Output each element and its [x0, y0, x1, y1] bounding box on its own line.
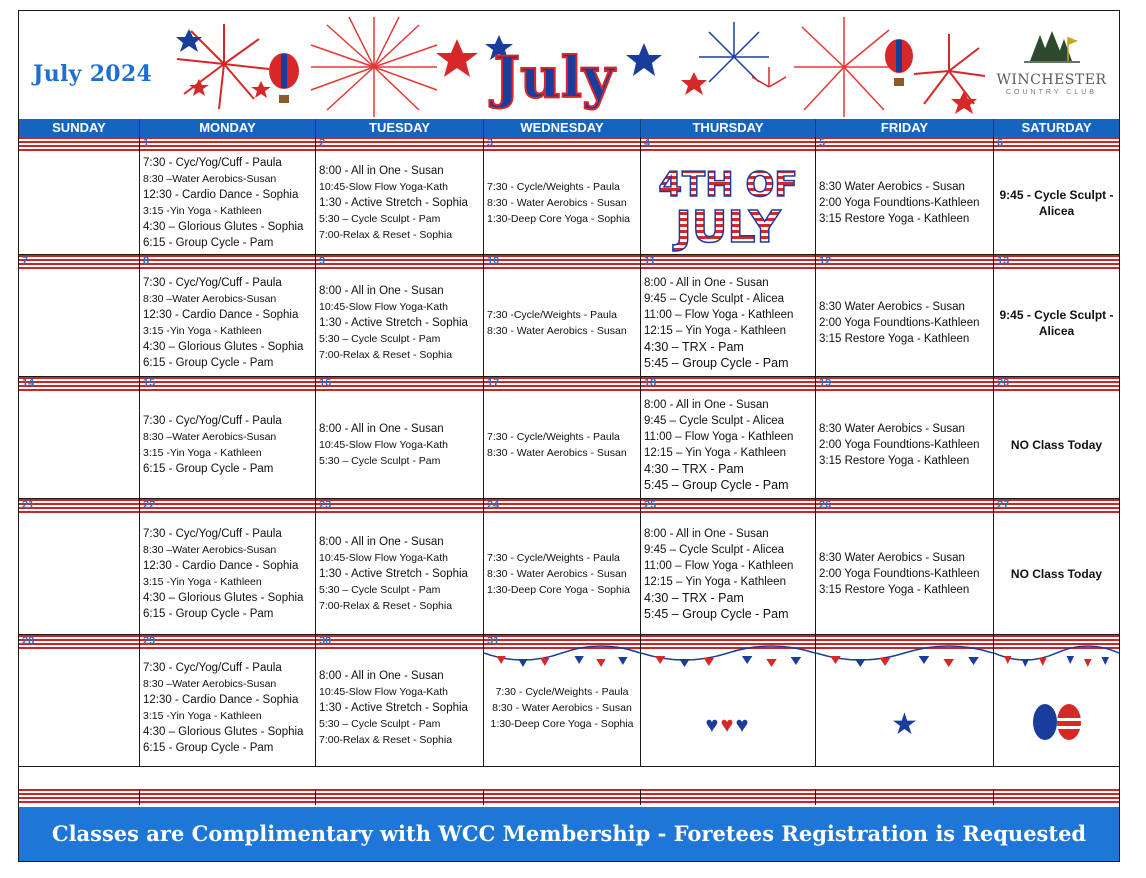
weekday-header-row: [19, 119, 1119, 137]
class-entry: 4:30 – Glorious Glutes - Sophia: [143, 725, 304, 738]
date-cell: [140, 137, 316, 151]
date-stripe: [19, 499, 1119, 513]
calendar-grid: [19, 137, 1119, 767]
class-entry: 9:45 - Cycle Sculpt - Alicea: [999, 187, 1114, 218]
date-number: 13: [997, 255, 1010, 267]
date-cell: [316, 137, 484, 151]
heart-flags-icon: ♥♥♥: [705, 711, 751, 737]
date-number: 11: [644, 255, 656, 267]
day-cell-monday: [140, 513, 316, 634]
day-cell-sunday: [19, 649, 140, 766]
class-entry: 4:30 – TRX - Pam: [644, 461, 744, 476]
july-banner-text: July: [493, 45, 615, 111]
class-entry: 3:15 Restore Yoga - Kathleen: [819, 583, 970, 596]
date-number: 9: [319, 255, 326, 267]
class-entry: 8:00 - All in One - Susan: [644, 398, 769, 411]
date-cell: [641, 499, 816, 513]
red-firework-burst-icon: [309, 15, 439, 119]
class-entry: 12:30 - Cardio Dance - Sophia: [143, 693, 299, 706]
date-cell: [316, 255, 484, 269]
class-entry: 7:30 - Cycle/Weights - Paula: [487, 551, 620, 564]
class-entry: 7:30 - Cyc/Yog/Cuff - Paula: [143, 661, 282, 674]
class-entry: 5:30 – Cycle Sculpt - Pam: [319, 212, 441, 225]
day-cell-saturday: [994, 649, 1119, 766]
date-number: 17: [487, 377, 500, 389]
class-entry: 5:45 – Group Cycle - Pam: [644, 477, 789, 492]
date-number: 2: [319, 137, 326, 149]
date-number: 14: [22, 377, 35, 389]
class-entry: 4:30 – Glorious Glutes - Sophia: [143, 340, 304, 353]
class-entry: 8:00 - All in One - Susan: [644, 527, 769, 540]
day-cell-monday: [140, 151, 316, 254]
fireworks-icon: [169, 19, 279, 114]
date-number: 1: [143, 137, 150, 149]
date-stripe: [19, 377, 1119, 391]
date-number: 29: [143, 635, 156, 647]
class-entry: 12:30 - Cardio Dance - Sophia: [143, 308, 299, 321]
date-stripe: [19, 255, 1119, 269]
flag-star-icon: ★: [891, 708, 918, 741]
class-entry: NO Class Today: [1010, 437, 1103, 452]
fireworks-2-icon: [909, 26, 989, 116]
class-entry: NO Class Today: [1010, 566, 1103, 581]
date-cell: [19, 635, 140, 649]
class-entry: 2:00 Yoga Foundtions-Kathleen: [819, 316, 980, 329]
class-entry: 8:30 - Water Aerobics - Susan: [487, 446, 627, 459]
date-cell: [140, 255, 316, 269]
day-cell-monday: [140, 391, 316, 498]
stripe-cell: [140, 789, 316, 805]
week-row: [19, 137, 1119, 255]
date-number: 30: [319, 635, 332, 647]
class-entry: 4:30 – Glorious Glutes - Sophia: [143, 591, 304, 604]
bottom-stripe: [19, 789, 1119, 805]
date-number: 18: [644, 377, 657, 389]
class-entry: 7:30 - Cyc/Yog/Cuff - Paula: [143, 414, 282, 427]
date-cell: [994, 255, 1119, 269]
date-cell: [140, 499, 316, 513]
date-number: 31: [487, 635, 500, 647]
class-entry: 8:00 - All in One - Susan: [319, 422, 444, 435]
day-cell-sunday: [19, 391, 140, 498]
class-entry: 12:15 – Yin Yoga - Kathleen: [644, 575, 786, 588]
class-entry: 11:00 – Flow Yoga - Kathleen: [644, 308, 794, 321]
weekday-wednesday: WEDNESDAY: [484, 119, 641, 137]
date-cell: [19, 499, 140, 513]
calendar-header: [19, 11, 1119, 119]
weekday-saturday: SATURDAY: [1021, 120, 1092, 135]
class-entry: 8:30 Water Aerobics - Susan: [819, 422, 965, 435]
class-entry: 2:00 Yoga Foundtions-Kathleen: [819, 438, 980, 451]
date-number: 16: [319, 377, 332, 389]
class-entry: 7:00-Relax & Reset - Sophia: [319, 599, 453, 612]
class-entry: 8:30 –Water Aerobics-Susan: [143, 292, 277, 305]
day-cell-thursday: [641, 151, 816, 254]
class-entry: 3:15 -Yin Yoga - Kathleen: [143, 709, 262, 722]
class-entry: 8:30 - Water Aerobics - Susan: [487, 567, 627, 580]
club-name: WINCHESTER: [996, 72, 1107, 88]
class-entry: 1:30-Deep Core Yoga - Sophia: [490, 717, 634, 730]
day-cell-wednesday: [484, 151, 641, 254]
class-entry: 8:00 - All in One - Susan: [319, 284, 444, 297]
date-number: 8: [143, 255, 150, 267]
week-row: [19, 377, 1119, 499]
date-cell: [641, 137, 816, 151]
stripe-cell: [484, 789, 641, 805]
day-cell-wednesday: [484, 391, 641, 498]
date-cell: [994, 499, 1119, 513]
class-entry: 6:15 - Group Cycle - Pam: [143, 356, 274, 369]
day-cell-tuesday: [316, 269, 484, 376]
date-cell: [484, 377, 641, 391]
class-entry: 12:30 - Cardio Dance - Sophia: [143, 559, 299, 572]
day-cell-tuesday: [316, 649, 484, 766]
date-number: 6: [997, 137, 1004, 149]
date-cell: [816, 377, 994, 391]
class-entry: 8:30 –Water Aerobics-Susan: [143, 430, 277, 443]
class-entry: 9:45 – Cycle Sculpt - Alicea: [644, 292, 784, 305]
class-entry: 10:45-Slow Flow Yoga-Kath: [319, 180, 448, 193]
class-entry: 1:30-Deep Core Yoga - Sophia: [487, 212, 631, 225]
class-entry: 4:30 – TRX - Pam: [644, 339, 744, 354]
day-cell-friday: [816, 391, 994, 498]
date-cell: [140, 377, 316, 391]
class-entry: 5:45 – Group Cycle - Pam: [644, 606, 789, 621]
class-entry: 7:30 - Cyc/Yog/Cuff - Paula: [143, 527, 282, 540]
stripe-cell: [994, 789, 1119, 805]
date-cell: [140, 635, 316, 649]
class-entry: 10:45-Slow Flow Yoga-Kath: [319, 551, 448, 564]
class-entry: 8:00 - All in One - Susan: [644, 276, 769, 289]
date-number: 15: [143, 377, 156, 389]
date-cell: [484, 255, 641, 269]
date-stripe: [19, 137, 1119, 151]
class-entry: 5:45 – Group Cycle - Pam: [644, 355, 789, 370]
day-cell-thursday: [641, 513, 816, 634]
date-cell: [994, 377, 1119, 391]
date-number: 26: [819, 499, 832, 511]
class-entry: 7:30 - Cycle/Weights - Paula: [487, 430, 620, 443]
class-entry: 8:30 Water Aerobics - Susan: [819, 551, 965, 564]
class-entry: 7:00-Relax & Reset - Sophia: [319, 228, 453, 241]
day-cell-thursday: [641, 649, 816, 766]
weekday-thursday: THURSDAY: [641, 119, 816, 137]
stripe-cell: [19, 789, 140, 805]
day-cell-thursday: [641, 269, 816, 376]
date-cell: [641, 255, 816, 269]
class-entry: 8:30 - Water Aerobics - Susan: [487, 196, 627, 209]
date-number: 21: [22, 499, 35, 511]
date-number: 22: [143, 499, 156, 511]
class-entry: 8:30 Water Aerobics - Susan: [819, 300, 965, 313]
date-number: 24: [487, 499, 500, 511]
fourth-of-july-icon: [658, 158, 798, 253]
stripe-cell: [641, 789, 816, 805]
class-entry: 4:30 – TRX - Pam: [644, 590, 744, 605]
day-cell-saturday: [994, 151, 1119, 254]
weekday-sunday: SUNDAY: [19, 119, 140, 137]
day-cell-wednesday: [484, 513, 641, 634]
date-cell: [316, 377, 484, 391]
date-cell: [816, 137, 994, 151]
date-number: 10: [487, 255, 500, 267]
day-cell-tuesday: [316, 513, 484, 634]
date-number: 27: [997, 499, 1010, 511]
bunting-icon: [994, 649, 1119, 671]
class-entry: 12:15 – Yin Yoga - Kathleen: [644, 446, 786, 459]
day-cell-wednesday: [484, 649, 641, 766]
stripe-cell: [816, 789, 994, 805]
class-entry: 5:30 – Cycle Sculpt - Pam: [319, 583, 441, 596]
class-entry: 1:30 - Active Stretch - Sophia: [319, 567, 468, 580]
class-entry: 8:00 - All in One - Susan: [319, 164, 444, 177]
day-cell-tuesday: [316, 391, 484, 498]
class-entry: 3:15 -Yin Yoga - Kathleen: [143, 324, 262, 337]
date-number: 4: [644, 137, 651, 149]
class-entry: 8:00 - All in One - Susan: [319, 669, 444, 682]
class-entry: 1:30 - Active Stretch - Sophia: [319, 196, 468, 209]
hot-air-balloon-icon: [264, 51, 304, 111]
day-cell-monday: [140, 269, 316, 376]
date-number: 5: [819, 137, 826, 149]
class-entry: 5:30 – Cycle Sculpt - Pam: [319, 717, 441, 730]
class-entry: 8:30 –Water Aerobics-Susan: [143, 677, 277, 690]
class-entry: 7:30 - Cyc/Yog/Cuff - Paula: [143, 276, 282, 289]
week-row: [19, 499, 1119, 635]
weekday-monday: MONDAY: [140, 119, 316, 137]
date-number: 7: [22, 255, 29, 267]
weekday-friday: FRIDAY: [816, 119, 994, 137]
class-entry: 6:15 - Group Cycle - Pam: [143, 236, 274, 249]
month-title: July 2024: [33, 61, 153, 87]
class-entry: 6:15 - Group Cycle - Pam: [143, 741, 274, 754]
date-cell: [484, 499, 641, 513]
class-entry: 7:30 - Cycle/Weights - Paula: [495, 685, 629, 698]
date-number: 19: [819, 377, 832, 389]
day-cell-sunday: [19, 269, 140, 376]
date-cell: [19, 255, 140, 269]
date-number: 28: [22, 635, 35, 647]
bunting-icon: [641, 649, 815, 671]
day-cell-saturday: [994, 391, 1119, 498]
bunting-icon: [484, 649, 640, 671]
class-entry: 2:00 Yoga Foundtions-Kathleen: [819, 567, 980, 580]
class-entry: 7:30 -Cycle/Weights - Paula: [487, 308, 617, 321]
date-number: 12: [819, 255, 832, 267]
class-entry: 5:30 – Cycle Sculpt - Pam: [319, 454, 441, 467]
day-cell-sunday: [19, 513, 140, 634]
class-entry: 1:30 - Active Stretch - Sophia: [319, 316, 468, 329]
class-entry: 8:30 –Water Aerobics-Susan: [143, 543, 277, 556]
class-entry: 9:45 - Cycle Sculpt - Alicea: [999, 307, 1114, 338]
date-cell: [19, 377, 140, 391]
date-cell: [316, 635, 484, 649]
class-entry: 10:45-Slow Flow Yoga-Kath: [319, 685, 448, 698]
day-cell-friday: [816, 151, 994, 254]
class-entry: 7:30 - Cyc/Yog/Cuff - Paula: [143, 156, 282, 169]
class-entry: 3:15 -Yin Yoga - Kathleen: [143, 446, 262, 459]
day-cell-friday: [816, 513, 994, 634]
date-stripe: [19, 635, 1119, 649]
july-banner: [439, 31, 669, 111]
fireworks-blue-icon: [674, 17, 794, 117]
class-entry: 12:30 - Cardio Dance - Sophia: [143, 188, 299, 201]
flip-flops-icon: [1029, 702, 1085, 747]
class-entry: 9:45 – Cycle Sculpt - Alicea: [644, 414, 784, 427]
class-entry: 11:00 – Flow Yoga - Kathleen: [644, 559, 794, 572]
class-entry: 8:30 - Water Aerobics - Susan: [492, 701, 632, 714]
footer-banner: Classes are Complimentary with WCC Membership - Foretees Registration is Requested: [19, 807, 1119, 861]
day-cell-saturday: [994, 513, 1119, 634]
club-logo: [989, 31, 1114, 111]
day-cell-sunday: [19, 151, 140, 254]
day-cell-saturday: [994, 269, 1119, 376]
day-cell-monday: [140, 649, 316, 766]
date-cell: [816, 255, 994, 269]
class-entry: 4:30 – Glorious Glutes - Sophia: [143, 220, 304, 233]
date-cell: [816, 499, 994, 513]
date-number: 25: [644, 499, 657, 511]
day-cell-friday: [816, 269, 994, 376]
day-cell-tuesday: [316, 151, 484, 254]
week-row: [19, 255, 1119, 377]
day-cell-wednesday: [484, 269, 641, 376]
club-subtitle: COUNTRY CLUB: [1006, 89, 1097, 96]
date-cell: [484, 137, 641, 151]
class-entry: 12:15 – Yin Yoga - Kathleen: [644, 324, 786, 337]
class-entry: 8:30 Water Aerobics - Susan: [819, 180, 965, 193]
class-entry: 1:30 - Active Stretch - Sophia: [319, 701, 468, 714]
holiday-art-text: JULY: [675, 201, 781, 253]
class-entry: 11:00 – Flow Yoga - Kathleen: [644, 430, 794, 443]
class-entry: 7:30 - Cycle/Weights - Paula: [487, 180, 620, 193]
class-entry: 6:15 - Group Cycle - Pam: [143, 462, 274, 475]
class-entry: 7:00-Relax & Reset - Sophia: [319, 348, 453, 361]
calendar-sheet: [18, 10, 1120, 862]
date-number: 20: [997, 377, 1010, 389]
week-row: [19, 635, 1119, 767]
class-entry: 8:30 - Water Aerobics - Susan: [487, 324, 627, 337]
date-cell: [641, 377, 816, 391]
bunting-icon: [816, 649, 993, 671]
class-entry: 5:30 – Cycle Sculpt - Pam: [319, 332, 441, 345]
weekday-tuesday: TUESDAY: [316, 119, 484, 137]
class-entry: 3:15 Restore Yoga - Kathleen: [819, 212, 970, 225]
date-cell: [994, 137, 1119, 151]
class-entry: 3:15 Restore Yoga - Kathleen: [819, 454, 970, 467]
class-entry: 9:45 – Cycle Sculpt - Alicea: [644, 543, 784, 556]
day-cell-friday: [816, 649, 994, 766]
class-entry: 10:45-Slow Flow Yoga-Kath: [319, 300, 448, 313]
class-entry: 1:30-Deep Core Yoga - Sophia: [487, 583, 631, 596]
day-cell-thursday: [641, 391, 816, 498]
class-entry: 8:00 - All in One - Susan: [319, 535, 444, 548]
date-cell: [19, 137, 140, 151]
class-entry: 3:15 -Yin Yoga - Kathleen: [143, 575, 262, 588]
pine-trees-icon: [1022, 31, 1082, 65]
class-entry: 7:00-Relax & Reset - Sophia: [319, 733, 453, 746]
date-cell: [316, 499, 484, 513]
holiday-art-text: 4TH OF: [658, 164, 798, 205]
class-entry: 2:00 Yoga Foundtions-Kathleen: [819, 196, 980, 209]
date-number: 3: [487, 137, 494, 149]
class-entry: 8:30 –Water Aerobics-Susan: [143, 172, 277, 185]
class-entry: 10:45-Slow Flow Yoga-Kath: [319, 438, 448, 451]
class-entry: 3:15 Restore Yoga - Kathleen: [819, 332, 970, 345]
class-entry: 3:15 -Yin Yoga - Kathleen: [143, 204, 262, 217]
class-entry: 6:15 - Group Cycle - Pam: [143, 607, 274, 620]
stripe-cell: [316, 789, 484, 805]
date-number: 23: [319, 499, 332, 511]
